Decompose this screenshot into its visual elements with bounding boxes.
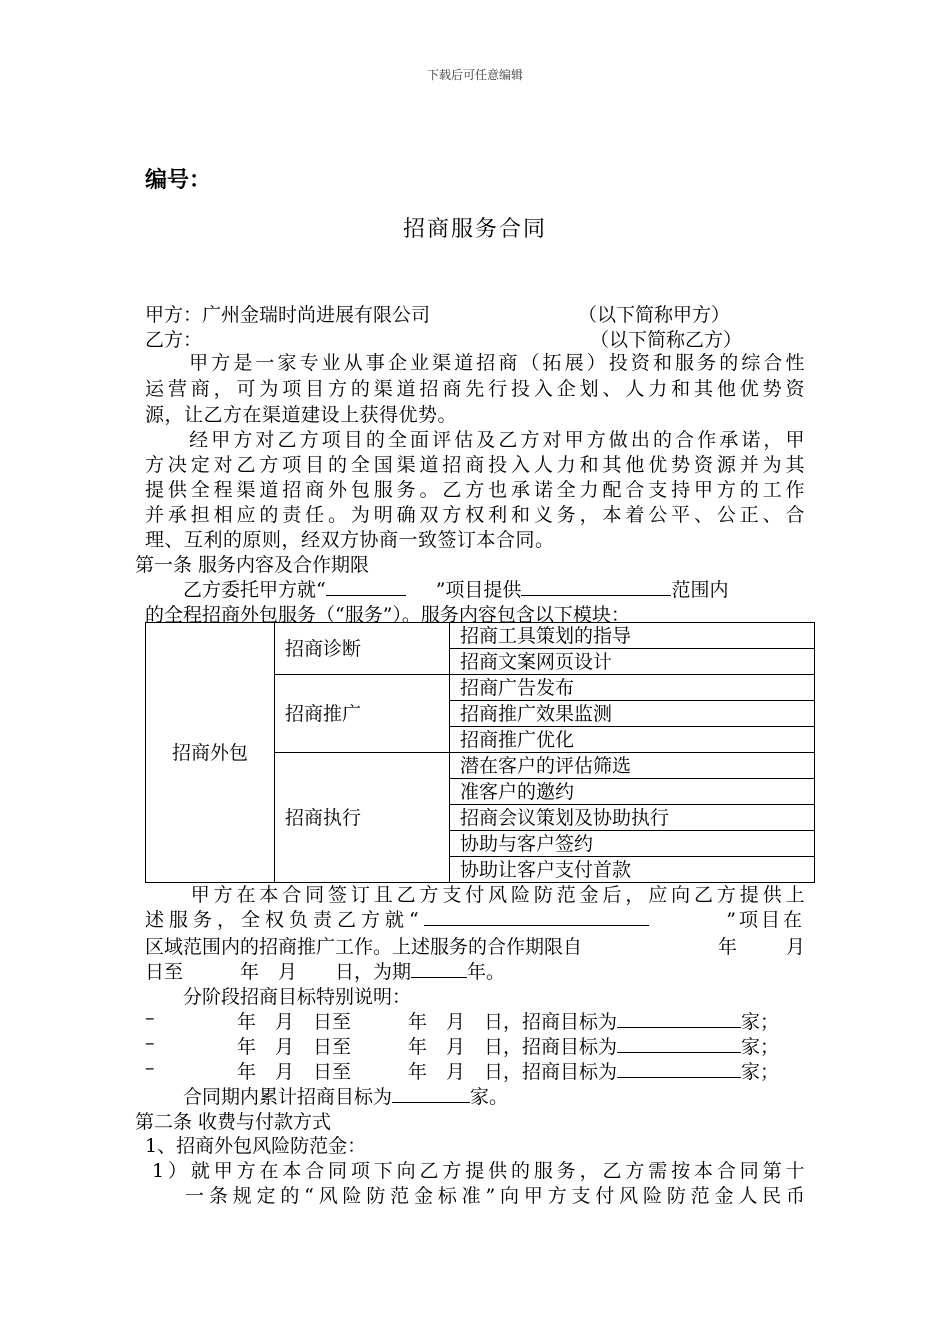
stage-target-blank	[617, 1059, 741, 1078]
intro-p2-line3: 提供全程渠道招商外包服务。乙方也承诺全力配合支持甲方的工作	[145, 479, 805, 501]
stage-title: 分阶段招商目标特别说明：	[145, 986, 412, 1008]
intro-p1-line2: 运营商，可为项目方的渠道招商先行投入企划、人力和其他优势资	[145, 378, 805, 400]
article1-p3-line1: 甲方在本合同签订且乙方支付风险防范金后，应向乙方提供上	[145, 884, 805, 906]
party-b-note: （以下简称乙方）	[590, 329, 743, 351]
article2-sub1: 1、招商外包风险防范金：	[145, 1135, 367, 1157]
stage-row-text-label: 年 月 日至 年 月 日，招商目标为	[237, 1036, 618, 1058]
stage-target-blank	[617, 1034, 741, 1053]
document-title: 招商服务合同	[402, 217, 547, 242]
item-cell: 协助与客户签约	[450, 831, 815, 857]
article1-p3-line2	[145, 905, 805, 932]
item-cell: 招商推广效果监测	[450, 701, 815, 727]
service-modules-table	[145, 622, 815, 883]
scope-blank	[521, 577, 671, 596]
total-target-line	[145, 1082, 508, 1109]
stage-row-text	[237, 1057, 779, 1084]
article1-p3-line4	[145, 957, 505, 984]
contract-number-label: 编号：	[145, 167, 212, 193]
group-cell: 招商诊断	[275, 623, 450, 675]
total-target-blank	[392, 1084, 470, 1103]
item-cell: 招商广告发布	[450, 675, 815, 701]
stage-row-unit: 家；	[741, 1061, 780, 1083]
article1-line1-b: ”项目提供	[435, 579, 522, 601]
party-a-label: 甲方：广州金瑞时尚进展有限公司	[145, 304, 431, 326]
article2-item1-line2: 一条规定的“风险防范金标准”向甲方支付风险防范金人民币	[185, 1185, 805, 1207]
party-b-label: 乙方：	[145, 329, 203, 351]
article1-p3-line4-a: 日至 年 月 日，为期	[145, 961, 412, 983]
stage-row-unit: 家；	[741, 1011, 780, 1033]
intro-p2-line5: 理、互利的原则，经双方协商一致签订本合同。	[145, 529, 555, 551]
group-cell: 招商执行	[275, 753, 450, 883]
article1-line2: 的全程招商外包服务（“服务”）。服务内容包含以下模块：	[145, 604, 630, 626]
article1-p3-line4-b: 年。	[467, 961, 506, 983]
stage-row-dash: –	[145, 1032, 155, 1054]
stage-row-text	[237, 1007, 779, 1034]
party-a-note: （以下简称甲方）	[578, 304, 731, 326]
term-blank	[411, 959, 467, 978]
stage-row-dash: –	[145, 1057, 155, 1079]
intro-p2-line2: 方决定对乙方项目的全国渠道招商投入人力和其他优势资源并为其	[145, 454, 805, 476]
item-cell: 招商文案网页设计	[450, 649, 815, 675]
article1-line1	[145, 575, 728, 602]
start-year-label: 年	[718, 936, 738, 958]
item-cell: 准客户的邀约	[450, 779, 815, 805]
group-cell: 招商推广	[275, 675, 450, 753]
item-cell: 潜在客户的评估筛选	[450, 753, 815, 779]
table-main-cell: 招商外包	[146, 623, 275, 883]
item-cell: 招商工具策划的指导	[450, 623, 815, 649]
intro-p2-line1: 经甲方对乙方项目的全面评估及乙方对甲方做出的合作承诺，甲	[145, 429, 805, 451]
stage-row-text-label: 年 月 日至 年 月 日，招商目标为	[237, 1061, 618, 1083]
total-target-unit: 家。	[470, 1086, 509, 1108]
item-cell: 招商会议策划及协助执行	[450, 805, 815, 831]
project-name-blank-2	[424, 907, 649, 926]
stage-row-text-label: 年 月 日至 年 月 日，招商目标为	[237, 1011, 618, 1033]
article2-heading: 第二条 收费与付款方式	[135, 1111, 332, 1133]
article1-p3-line2-b: ”项目在	[726, 909, 805, 931]
page-header: 下载后可任意编辑	[426, 68, 523, 82]
item-cell: 招商推广优化	[450, 727, 815, 753]
intro-p1-line1: 甲方是一家专业从事企业渠道招商（拓展）投资和服务的综合性	[145, 352, 805, 374]
start-month-label: 月	[786, 936, 806, 958]
intro-p2-line4: 并承担相应的责任。为明确双方权利和义务，本着公平、公正、合	[145, 504, 805, 526]
stage-row-text	[237, 1032, 779, 1059]
article1-line1-c: 范围内	[671, 579, 729, 601]
stage-target-blank	[617, 1009, 741, 1028]
total-target-label: 合同期内累计招商目标为	[145, 1086, 393, 1108]
article1-heading: 第一条 服务内容及合作期限	[135, 554, 370, 576]
item-cell: 协助让客户支付首款	[450, 857, 815, 883]
intro-p1-line3: 源，让乙方在渠道建设上获得优势。	[145, 404, 458, 426]
project-name-blank	[326, 577, 406, 596]
stage-row-dash: –	[145, 1007, 155, 1029]
article1-p3-line2-a: 述服务，全权负责乙方就“	[145, 909, 424, 931]
article1-line1-a: 乙方委托甲方就“	[145, 579, 326, 601]
article1-p3-line3: 区域范围内的招商推广工作。上述服务的合作期限自	[145, 936, 583, 958]
stage-row-unit: 家；	[741, 1036, 780, 1058]
article2-item1-line1: 1）就甲方在本合同项下向乙方提供的服务，乙方需按本合同第十	[152, 1160, 805, 1182]
